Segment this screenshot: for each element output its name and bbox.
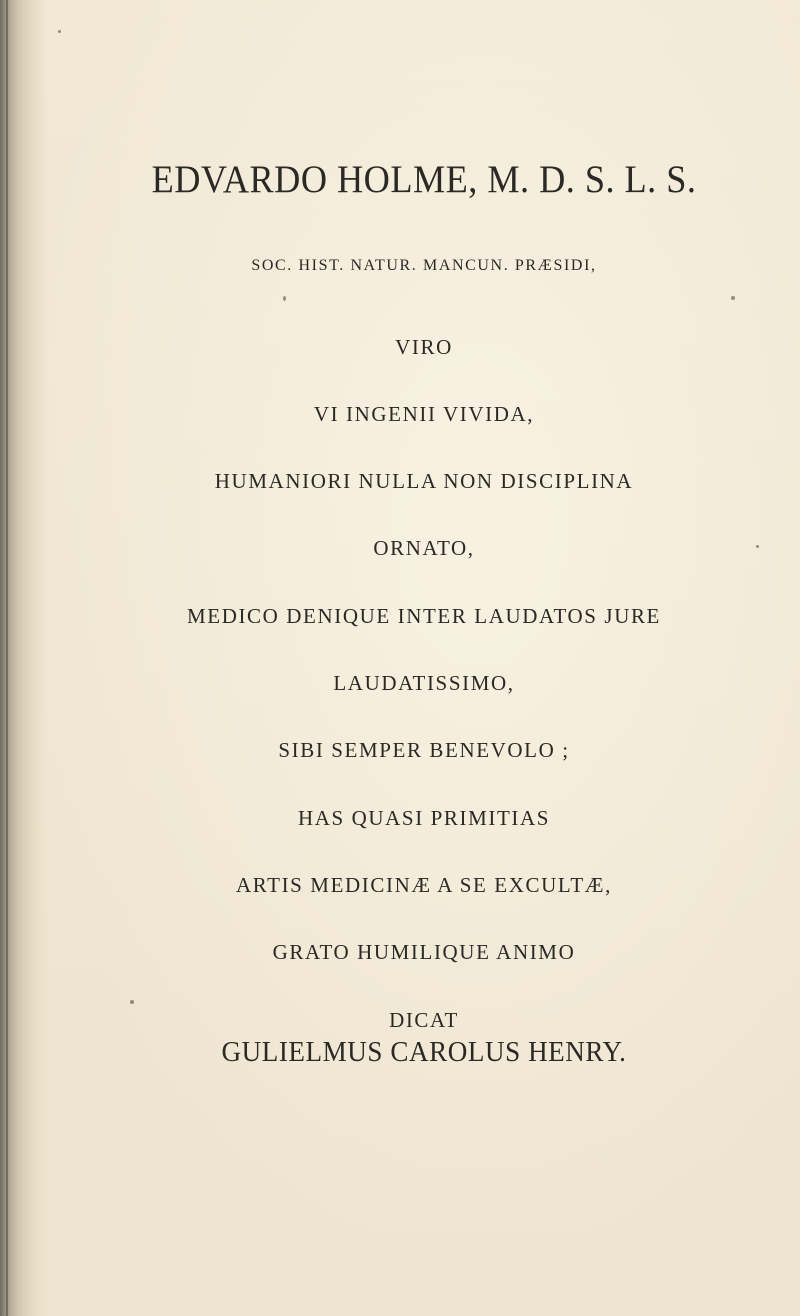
dedication-line-9: ARTIS MEDICINÆ A SE EXCULTÆ, [236, 873, 612, 897]
dedication-line-6: LAUDATISSIMO, [333, 671, 515, 695]
dedication-line-10: GRATO HUMILIQUE ANIMO [272, 940, 576, 964]
dedication-line-7: SIBI SEMPER BENEVOLO ; [278, 738, 570, 762]
paper-speck [283, 296, 286, 301]
dedication-line-3: HUMANIORI NULLA NON DISCIPLINA [214, 469, 634, 493]
dedication-subtitle: SOC. HIST. NATUR. MANCUN. PRÆSIDI, [251, 257, 597, 274]
paper-speck [130, 1000, 134, 1004]
dedication-title: EDVARDO HOLME, M. D. S. L. S. [151, 158, 697, 201]
dedication-line-4: ORNATO, [373, 536, 475, 560]
paper-speck [756, 545, 759, 548]
dedication-line-11: DICAT [389, 1008, 459, 1032]
binding-edge-line [6, 0, 8, 1316]
dedication-line-8: HAS QUASI PRIMITIAS [297, 806, 551, 830]
page-binding-shadow [0, 0, 48, 1316]
paper-speck [58, 30, 61, 33]
dedication-line-1: VIRO [395, 335, 453, 359]
dedication-line-2: VI INGENII VIVIDA, [313, 402, 535, 426]
paper-speck [731, 296, 735, 300]
dedication-signature: GULIELMUS CAROLUS HENRY. [221, 1037, 627, 1068]
dedication-line-5: MEDICO DENIQUE INTER LAUDATOS JURE [187, 604, 661, 628]
